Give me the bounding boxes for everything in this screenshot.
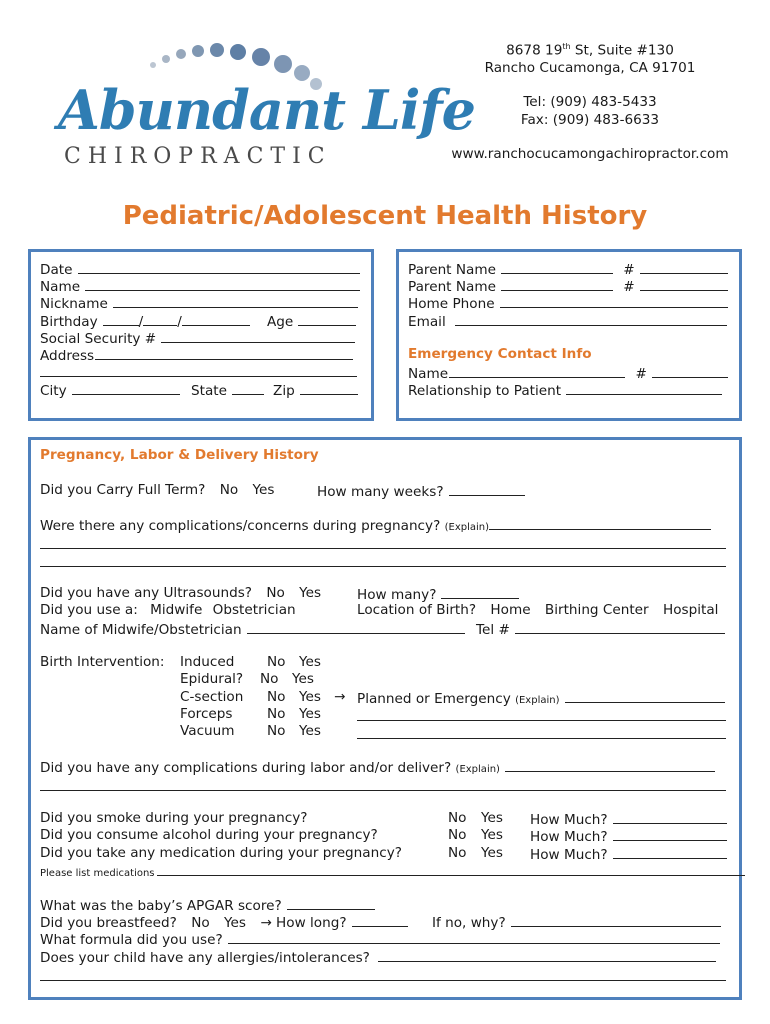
email-label: Email — [408, 314, 446, 330]
ssn-label: Social Security # — [40, 331, 157, 347]
epidural-no-option[interactable]: No — [260, 671, 279, 687]
midwife-name-label: Name of Midwife/Obstetrician — [40, 622, 242, 638]
full-term-question: Did you Carry Full Term? No Yes — [40, 482, 275, 498]
csection-no-option[interactable]: No — [267, 689, 286, 705]
relationship-label: Relationship to Patient — [408, 383, 562, 399]
emergency-contact-heading: Emergency Contact Info — [408, 346, 592, 362]
relationship-field[interactable] — [408, 381, 722, 399]
ultrasounds-yes-option[interactable]: Yes — [299, 585, 322, 601]
medication-question: Did you take any medication during your pregnancy? — [40, 845, 402, 861]
city-label: City — [40, 383, 67, 399]
labor-complications-line[interactable] — [40, 790, 726, 791]
induced-yes-option[interactable]: Yes — [299, 654, 321, 670]
address-second-line[interactable] — [40, 376, 357, 377]
address-line-2: Rancho Cucamonga, CA 91701 — [484, 59, 696, 76]
smoke-yes-option[interactable]: Yes — [481, 810, 503, 826]
forceps-yes-option[interactable]: Yes — [299, 706, 321, 722]
ssn-field[interactable] — [40, 329, 355, 347]
name-field[interactable] — [40, 277, 360, 295]
parent-phone-hash: # — [623, 279, 635, 295]
address-field[interactable] — [40, 346, 353, 364]
birthing-center-option[interactable]: Birthing Center — [544, 602, 649, 618]
how-much-label: How Much? — [530, 812, 608, 828]
complications-line-2[interactable] — [40, 566, 726, 567]
parent-name-1-field[interactable] — [408, 260, 728, 278]
pregnancy-heading: Pregnancy, Labor & Delivery History — [40, 447, 319, 463]
parent-name-2-field[interactable] — [408, 277, 728, 295]
complications-label: Were there any complications/concerns during pregnancy? — [40, 518, 441, 534]
intervention-explain-line-2[interactable] — [357, 738, 726, 739]
how-much-label: How Much? — [530, 847, 608, 863]
how-long-label: How long? — [276, 915, 347, 931]
epidural-label: Epidural? — [180, 671, 244, 687]
nickname-field[interactable] — [40, 294, 358, 312]
date-field[interactable] — [40, 260, 360, 278]
weeks-field[interactable] — [317, 482, 525, 500]
breastfeed-question: Did you breastfeed? No Yes → How long? — [40, 913, 408, 931]
provider-type-question: Did you use a: Midwife Obstetrician — [40, 602, 296, 618]
smoke-amount-field[interactable] — [530, 810, 727, 828]
midwife-tel-label: Tel # — [476, 622, 510, 638]
formula-label: What formula did you use? — [40, 932, 223, 948]
ec-name-label: Name — [408, 366, 449, 382]
home-phone-field[interactable] — [408, 294, 728, 312]
medications-list-field[interactable] — [40, 865, 745, 879]
email-field[interactable] — [408, 312, 727, 330]
age-label: Age — [267, 314, 294, 330]
complications-line-1[interactable] — [40, 548, 726, 549]
vacuum-yes-option[interactable]: Yes — [299, 723, 321, 739]
nickname-label: Nickname — [40, 296, 108, 312]
ultrasounds-question: Did you have any Ultrasounds? No Yes — [40, 585, 322, 601]
allergies-label: Does your child have any allergies/intolerances? — [40, 950, 370, 966]
how-long-input[interactable] — [352, 913, 408, 927]
labor-complications-field[interactable] — [40, 758, 715, 776]
medication-amount-field[interactable] — [530, 845, 727, 863]
alcohol-amount-field[interactable] — [530, 827, 727, 845]
medication-yes-option[interactable]: Yes — [481, 845, 503, 861]
list-meds-label: Please list medications — [40, 868, 155, 879]
planned-emergency-label: Planned or Emergency — [357, 691, 511, 707]
alcohol-no-option[interactable]: No — [448, 827, 467, 843]
if-no-why-field[interactable] — [432, 913, 721, 931]
epidural-yes-option[interactable]: Yes — [292, 671, 314, 687]
home-option[interactable]: Home — [490, 602, 531, 618]
page-title: Pediatric/Adolescent Health History — [122, 201, 648, 231]
pregnancy-complications-field[interactable] — [40, 516, 711, 534]
induced-no-option[interactable]: No — [267, 654, 286, 670]
medication-no-option[interactable]: No — [448, 845, 467, 861]
weeks-label: How many weeks? — [317, 484, 444, 500]
obstetrician-option[interactable]: Obstetrician — [212, 602, 296, 618]
alcohol-yes-option[interactable]: Yes — [481, 827, 503, 843]
explain-hint: (Explain) — [515, 695, 560, 706]
induced-label: Induced — [180, 654, 235, 670]
if-no-label: If no, why? — [432, 915, 506, 931]
allergies-line-2[interactable] — [40, 980, 726, 981]
age-field[interactable] — [267, 312, 356, 330]
smoke-question: Did you smoke during your pregnancy? — [40, 810, 308, 826]
formula-field[interactable] — [40, 930, 720, 948]
labor-complications-label: Did you have any complications during labor and/or deliver? — [40, 760, 452, 776]
forceps-no-option[interactable]: No — [267, 706, 286, 722]
logo — [50, 40, 475, 175]
zip-field[interactable] — [273, 381, 358, 399]
full-term-no-option[interactable]: No — [219, 482, 239, 498]
how-much-label: How Much? — [530, 829, 608, 845]
allergies-field[interactable] — [40, 948, 716, 966]
birth-intervention-label: Birth Intervention: — [40, 654, 165, 670]
state-field[interactable] — [191, 381, 264, 399]
zip-label: Zip — [273, 383, 295, 399]
forceps-label: Forceps — [180, 706, 233, 722]
breastfeed-no-option[interactable]: No — [191, 915, 210, 931]
planned-emergency-field[interactable] — [357, 689, 725, 707]
arrow-right-icon: → — [334, 689, 346, 705]
apgar-label: What was the baby’s APGAR score? — [40, 898, 282, 914]
explain-hint: (Explain) — [455, 764, 500, 775]
city-field[interactable] — [40, 381, 180, 399]
phone-fax: Fax: (909) 483-6633 — [520, 111, 660, 128]
name-label: Name — [40, 279, 81, 295]
how-many-label: How many? — [357, 587, 437, 603]
alcohol-question: Did you consume alcohol during your pregnancy? — [40, 827, 378, 843]
vacuum-no-option[interactable]: No — [267, 723, 286, 739]
date-label: Date — [40, 262, 73, 278]
emergency-name-field[interactable] — [408, 364, 728, 382]
midwife-option[interactable]: Midwife — [150, 602, 203, 618]
parent-name-label: Parent Name — [408, 279, 496, 295]
birth-location-question: Location of Birth? Home Birthing Center Hospital — [357, 602, 719, 618]
birthday-label: Birthday — [40, 314, 98, 330]
intervention-explain-line-1[interactable] — [357, 720, 726, 721]
csection-label: C-section — [180, 689, 244, 705]
midwife-name-field[interactable] — [40, 620, 465, 638]
parent-phone-hash: # — [623, 262, 635, 278]
explain-hint: (Explain) — [444, 522, 490, 533]
ultrasounds-no-option[interactable]: No — [266, 585, 285, 601]
home-phone-label: Home Phone — [408, 296, 495, 312]
apgar-field[interactable] — [40, 896, 375, 914]
vacuum-label: Vacuum — [180, 723, 235, 739]
csection-yes-option[interactable]: Yes — [299, 689, 321, 705]
ultrasound-count-field[interactable] — [357, 585, 519, 603]
parent-name-label: Parent Name — [408, 262, 496, 278]
contact-block — [440, 38, 740, 164]
birthday-field[interactable]: Birthday / / — [40, 312, 250, 330]
phone-tel: Tel: (909) 483-5433 — [523, 94, 657, 111]
state-label: State — [191, 383, 227, 399]
website-link[interactable]: www.ranchocucamongachiropractor.com — [451, 146, 729, 163]
full-term-yes-option[interactable]: Yes — [252, 482, 275, 498]
ec-phone-hash: # — [635, 366, 647, 382]
smoke-no-option[interactable]: No — [448, 810, 467, 826]
midwife-tel-field[interactable] — [476, 620, 725, 638]
address-line-1: 8678 19th St, Suite #130 — [506, 42, 674, 59]
address-label: Address — [40, 348, 95, 364]
arrow-right-icon: → — [260, 915, 272, 931]
breastfeed-yes-option[interactable]: Yes — [224, 915, 246, 931]
hospital-option[interactable]: Hospital — [662, 602, 719, 618]
logo-subtitle: CHIROPRACTIC — [64, 144, 332, 169]
logo-brand-text: Abundant Life — [58, 78, 475, 142]
